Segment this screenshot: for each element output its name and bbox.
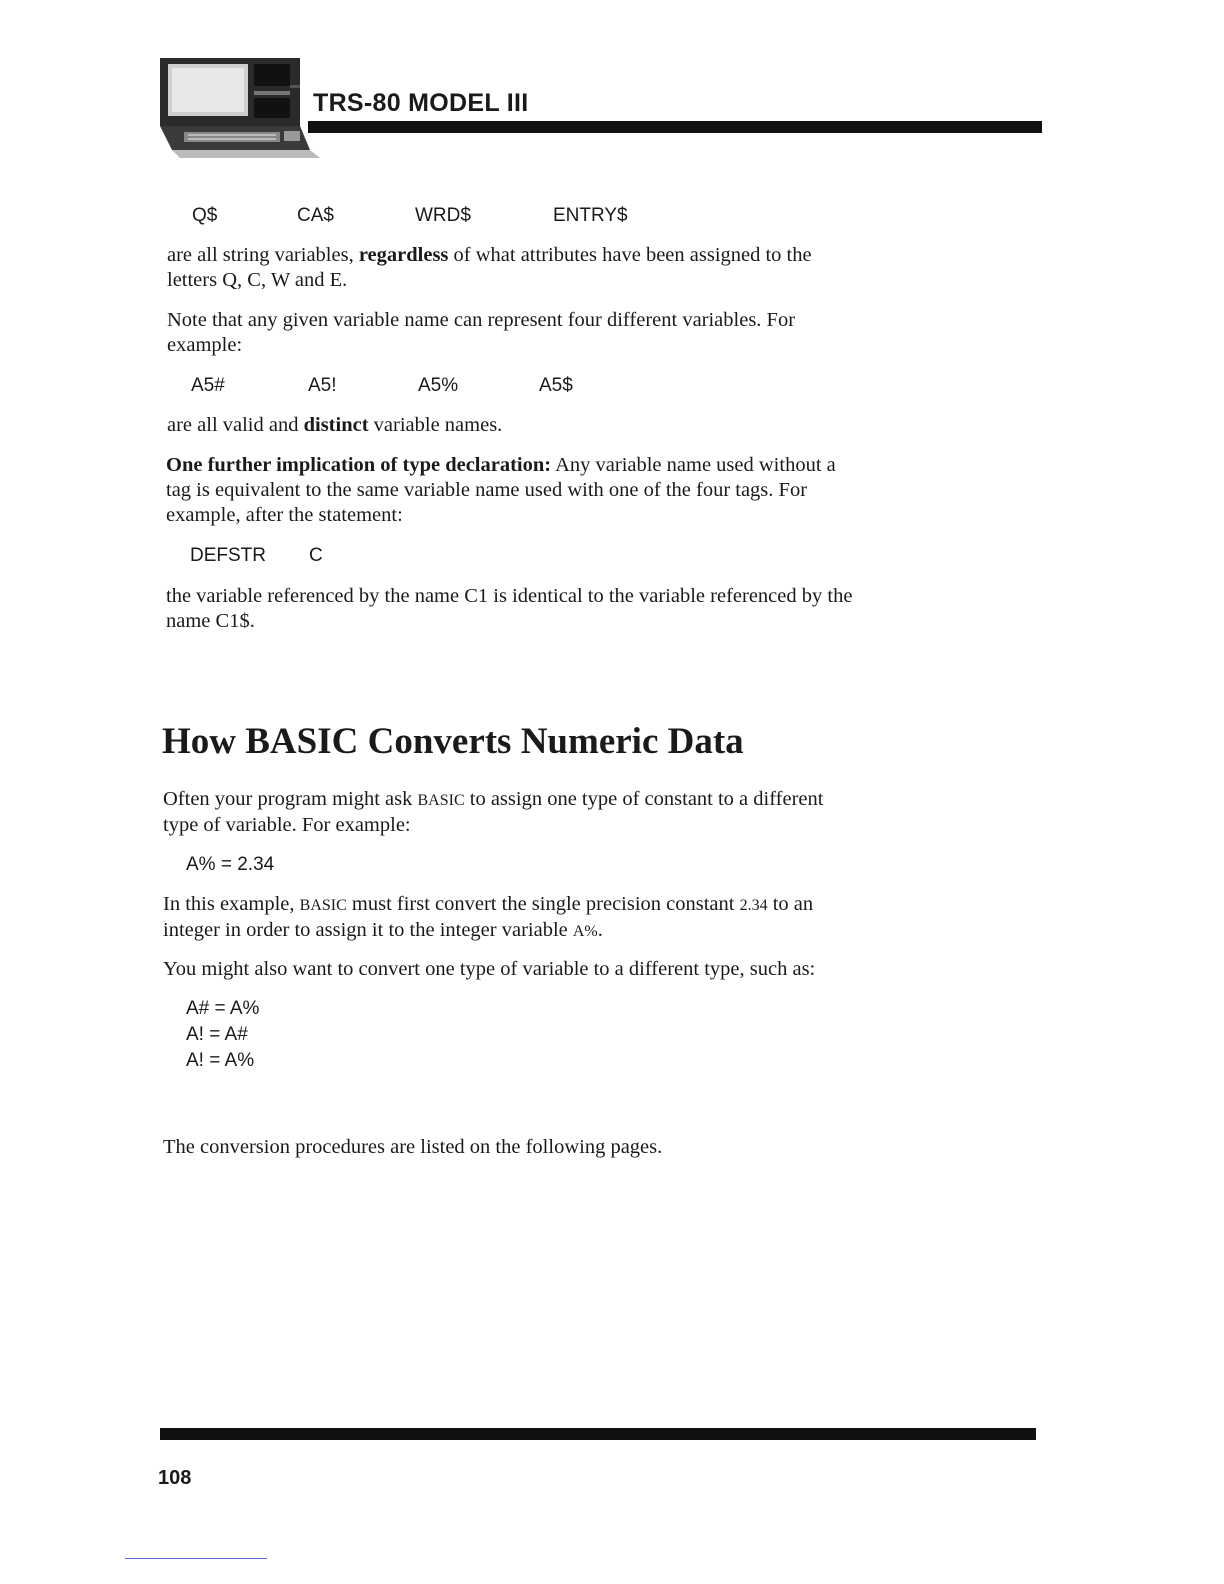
conversion-example-1: A# = A% xyxy=(186,998,260,1019)
string-example-1: Q$ xyxy=(192,205,218,226)
header-rule xyxy=(308,121,1042,133)
paragraph-assign-constant: Often your program might ask BASIC to assign one type of constant to a different type of variable. For example: xyxy=(163,788,824,836)
string-example-2: CA$ xyxy=(297,205,334,226)
defstr-argument: C xyxy=(309,545,323,566)
page-number: 108 xyxy=(158,1467,192,1489)
paragraph-convert-variable: You might also want to convert one type of variable to a different type, such as: xyxy=(163,958,816,980)
bottom-edge-line xyxy=(125,1558,267,1559)
string-example-3: WRD$ xyxy=(415,205,471,226)
header-title: TRS-80 MODEL III xyxy=(313,89,529,117)
paragraph-type-declaration: One further implication of type declaration: Any variable name used without a tag is equivalent to the same variable name used with one of the four tags. For example, after the statement: xyxy=(166,454,836,526)
var-example-3: A5% xyxy=(418,375,459,396)
paragraph-string-variables: are all string variables, regardless of what attributes have been assigned to the letters Q, C, W and E. xyxy=(167,244,812,291)
paragraph-convert-explanation: In this example, BASIC must first convert the single precision constant 2.34 to an integer in order to assign it to the integer variable A%. xyxy=(163,893,814,941)
example-assignment: A% = 2.34 xyxy=(186,854,275,875)
string-example-4: ENTRY$ xyxy=(553,205,628,226)
paragraph-distinct-names: are all valid and distinct variable names. xyxy=(167,414,503,436)
footer-rule xyxy=(160,1428,1036,1440)
paragraph-c1-identical: the variable referenced by the name C1 is identical to the variable referenced by the name C1$. xyxy=(166,585,853,632)
conversion-example-2: A! = A# xyxy=(186,1024,248,1045)
paragraph-four-variables: Note that any given variable name can represent four different variables. For example: xyxy=(167,309,796,356)
conversion-example-3: A! = A% xyxy=(186,1050,255,1071)
var-example-1: A5# xyxy=(191,375,225,396)
var-example-4: A5$ xyxy=(539,375,573,396)
paragraph-following-pages: The conversion procedures are listed on the following pages. xyxy=(163,1136,663,1158)
defstr-keyword: DEFSTR xyxy=(190,545,266,566)
section-heading: How BASIC Converts Numeric Data xyxy=(162,721,744,762)
var-example-2: A5! xyxy=(308,375,337,396)
trs80-computer-icon xyxy=(160,58,322,162)
